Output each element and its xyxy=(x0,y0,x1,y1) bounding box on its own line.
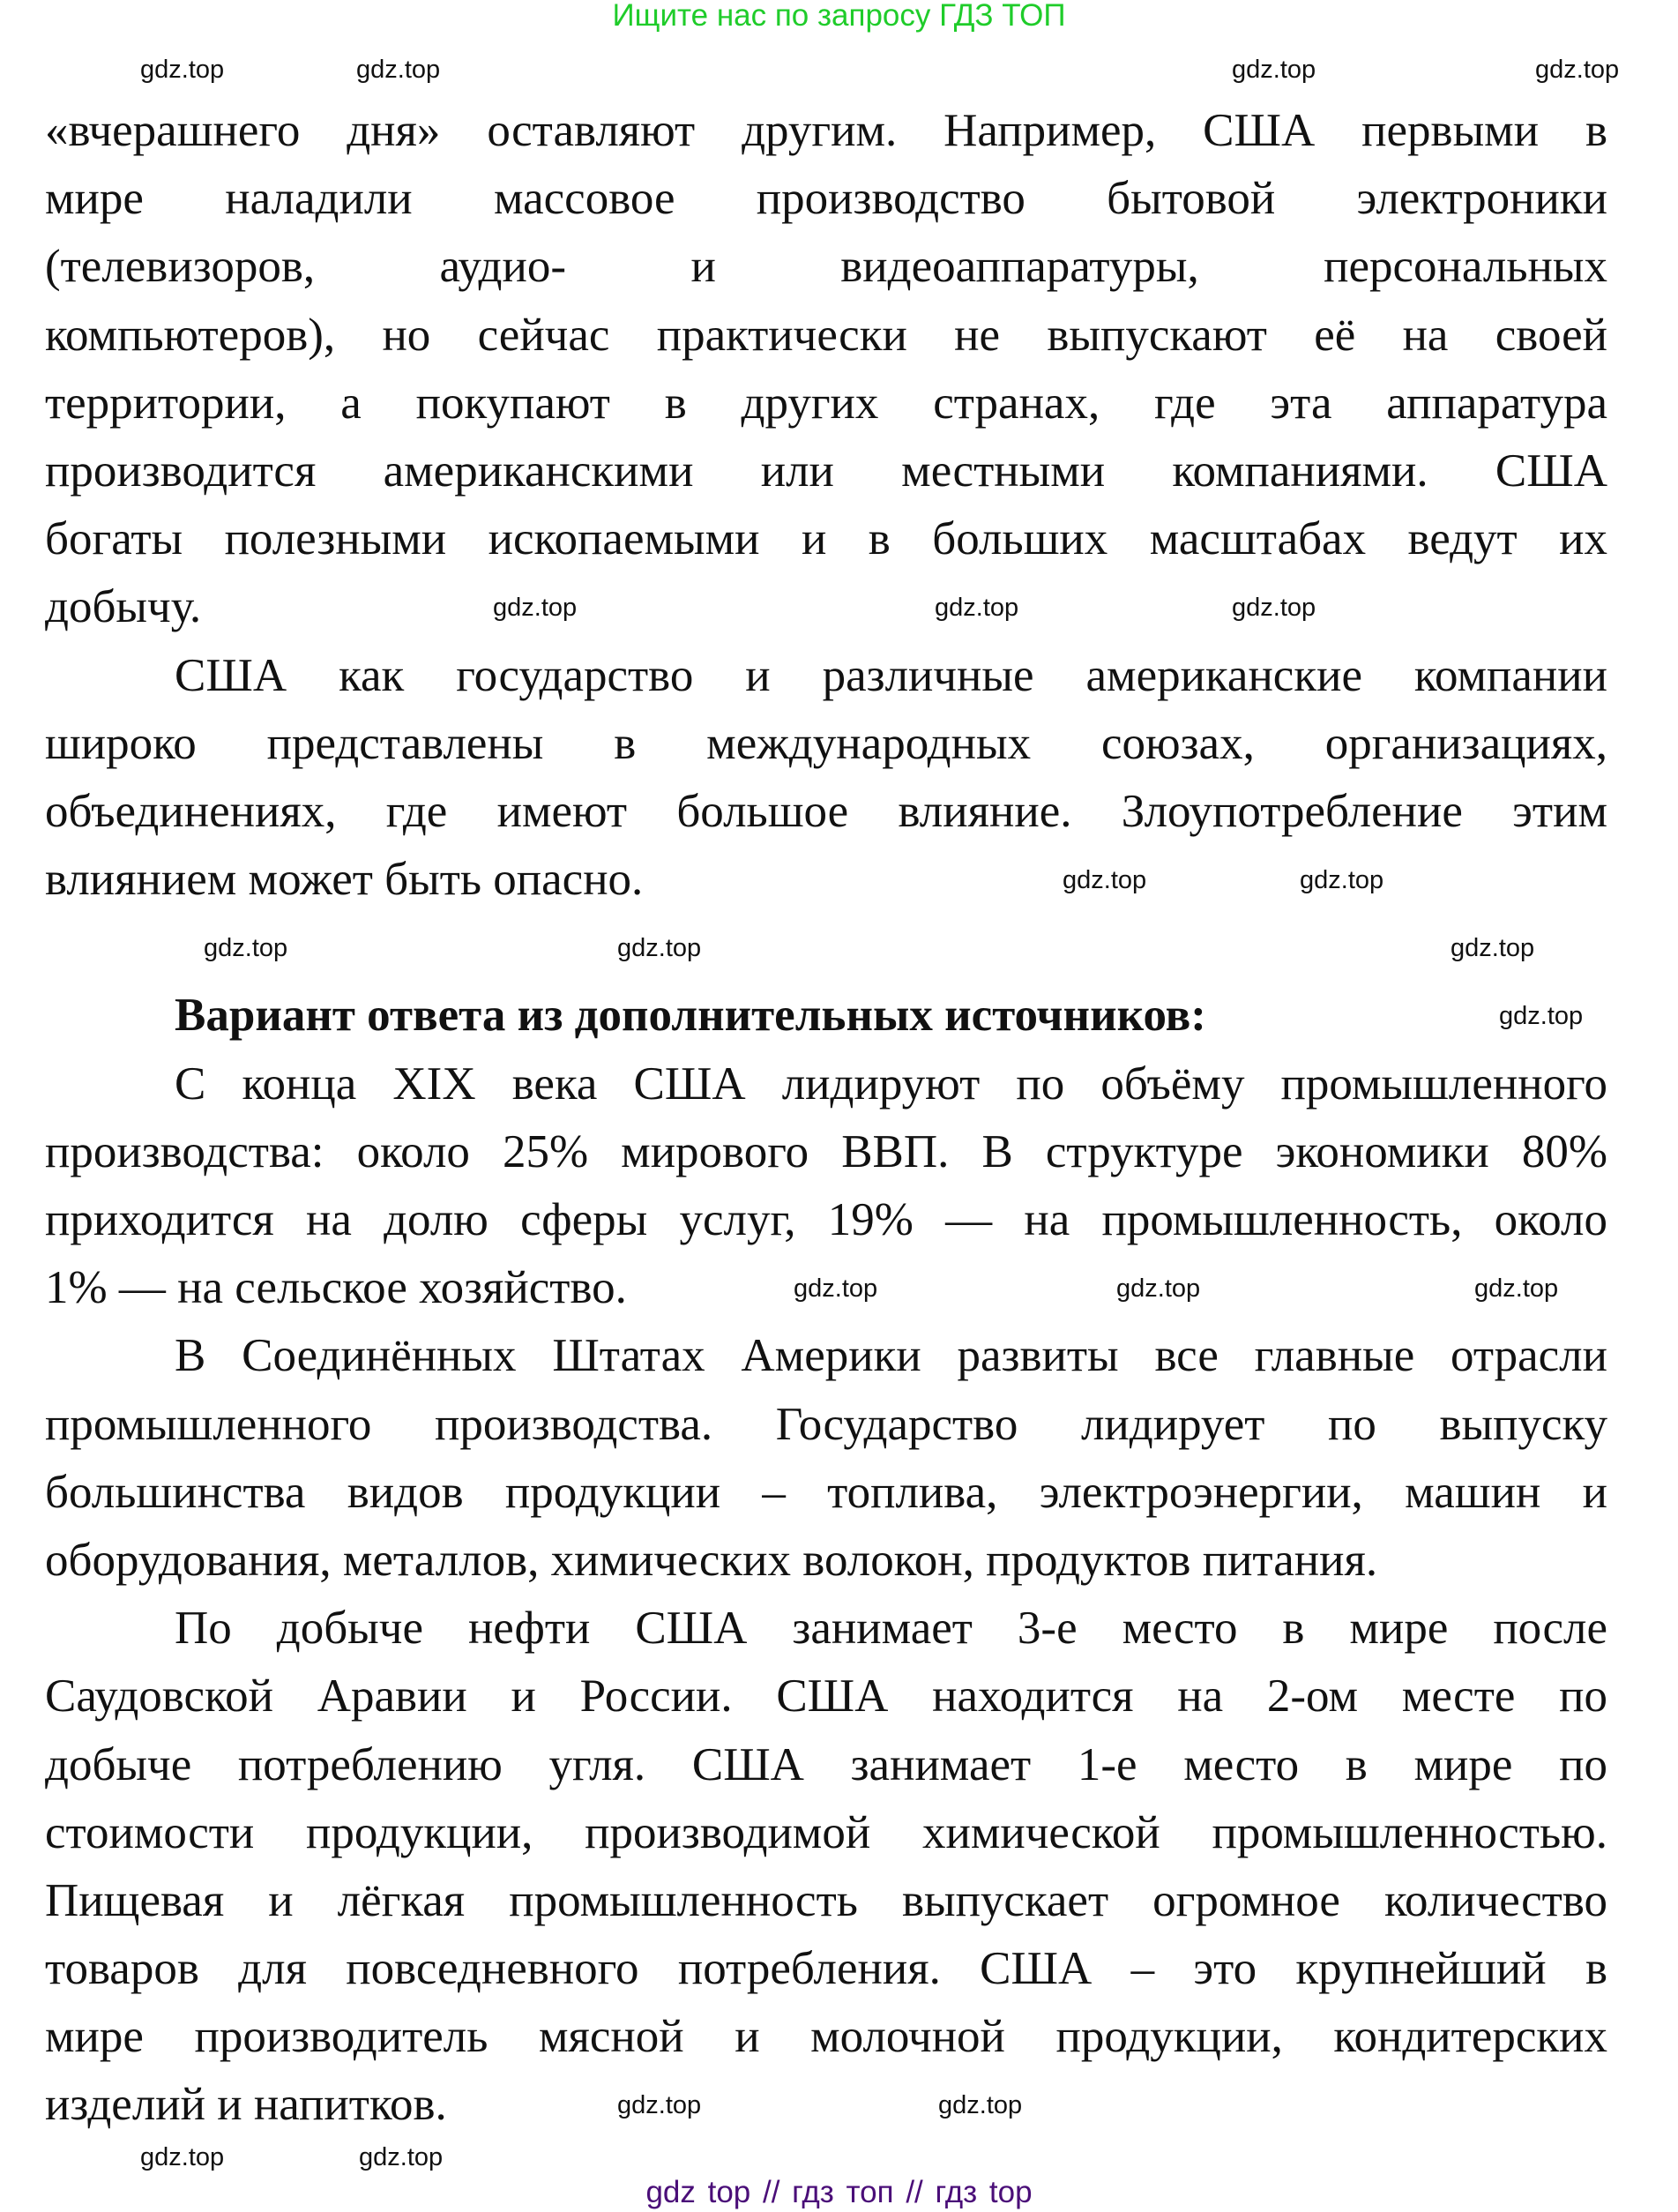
watermark-text: gdz.top xyxy=(935,594,1019,622)
header-banner: Ищите нас по запросу ГДЗ ТОП xyxy=(612,0,1066,33)
watermark-text: gdz.top xyxy=(140,56,225,84)
watermark-text: gdz.top xyxy=(1116,1274,1201,1303)
text-line: богаты полезными ископаемыми и в больших масштабах ведут их xyxy=(45,513,1607,565)
text-line: (телевизоров, аудио- и видеоаппаратуры, персональных xyxy=(45,241,1607,293)
text-line: С конца XIX века США лидируют по объёму промышленного xyxy=(175,1057,1607,1110)
watermark-text: gdz.top xyxy=(1535,56,1620,84)
text-line: оборудования, металлов, химических волокон, продуктов питания. xyxy=(45,1534,1378,1586)
watermark-text: gdz.top xyxy=(359,2143,444,2171)
text-line: компьютеров), но сейчас практически не выпускают её на своей xyxy=(45,309,1607,361)
text-line: мире производитель мясной и молочной продукции, кондитерских xyxy=(45,2011,1607,2063)
watermark-text: gdz.top xyxy=(1499,1002,1584,1030)
watermark-text: gdz.top xyxy=(938,2091,1023,2119)
text-line: приходится на долю сферы услуг, 19% — на промышленность, около xyxy=(45,1194,1607,1245)
text-line: влиянием может быть опасно. xyxy=(45,854,644,906)
watermark-text: gdz.top xyxy=(140,2143,225,2171)
text-line: 1% — на сельское хозяйство. xyxy=(45,1262,627,1314)
watermark-text: gdz.top xyxy=(1451,934,1535,962)
text-line: США как государство и различные американские компании xyxy=(175,649,1607,701)
watermark-text: gdz.top xyxy=(1474,1274,1559,1303)
text-line: добыче потреблению угля. США занимает 1-е место в мире по xyxy=(45,1738,1607,1790)
watermark-text: gdz.top xyxy=(617,934,702,962)
text-line: Саудовской Аравии и России. США находится на 2-ом месте по xyxy=(45,1670,1607,1723)
watermark-text: gdz.top xyxy=(1232,594,1316,622)
watermark-text: gdz.top xyxy=(794,1274,878,1303)
watermark-text: gdz.top xyxy=(617,2091,702,2119)
footer-banner: gdz top // гдз топ // гдз top xyxy=(645,2175,1033,2209)
text-line: производства: около 25% мирового ВВП. В структуре экономики 80% xyxy=(45,1125,1607,1177)
text-line: мире наладили массовое производство бытовой электроники xyxy=(45,173,1607,225)
text-line: промышленного производства. Государство лидирует по выпуску xyxy=(45,1398,1607,1450)
text-line: По добыче нефти США занимает 3-е место в мире после xyxy=(175,1603,1607,1655)
watermark-text: gdz.top xyxy=(204,934,288,962)
watermark-text: gdz.top xyxy=(493,594,578,622)
text-line: Пищевая и лёгкая промышленность выпускает огромное количество xyxy=(45,1874,1607,1926)
document-body xyxy=(45,97,1607,2140)
text-line: широко представлены в международных союзах, организациях, xyxy=(45,717,1607,769)
text-line: изделий и напитков. xyxy=(45,2079,447,2131)
section-heading: Вариант ответа из дополнительных источников: xyxy=(175,990,1206,1042)
text-line: добычу. xyxy=(45,581,202,633)
watermark-text: gdz.top xyxy=(1063,866,1147,894)
watermark-text: gdz.top xyxy=(356,56,441,84)
watermark-text: gdz.top xyxy=(1300,866,1384,894)
text-line: «вчерашнего дня» оставляют другим. Например, США первыми в xyxy=(45,105,1607,156)
text-line: стоимости продукции, производимой химической промышленностью. xyxy=(45,1806,1607,1858)
text-line: объединениях, где имеют большое влияние. Злоупотребление этим xyxy=(45,785,1607,837)
watermark-text: gdz.top xyxy=(1232,56,1316,84)
text-line: территории, а покупают в других странах, где эта аппаратура xyxy=(45,377,1607,429)
text-line: В Соединённых Штатах Америки развиты все главные отрасли xyxy=(175,1330,1607,1382)
text-line: производится американскими или местными компаниями. США xyxy=(45,445,1607,497)
text-line: большинства видов продукции – топлива, электроэнергии, машин и xyxy=(45,1466,1607,1518)
text-line: товаров для повседневного потребления. США – это крупнейший в xyxy=(45,1943,1607,1995)
